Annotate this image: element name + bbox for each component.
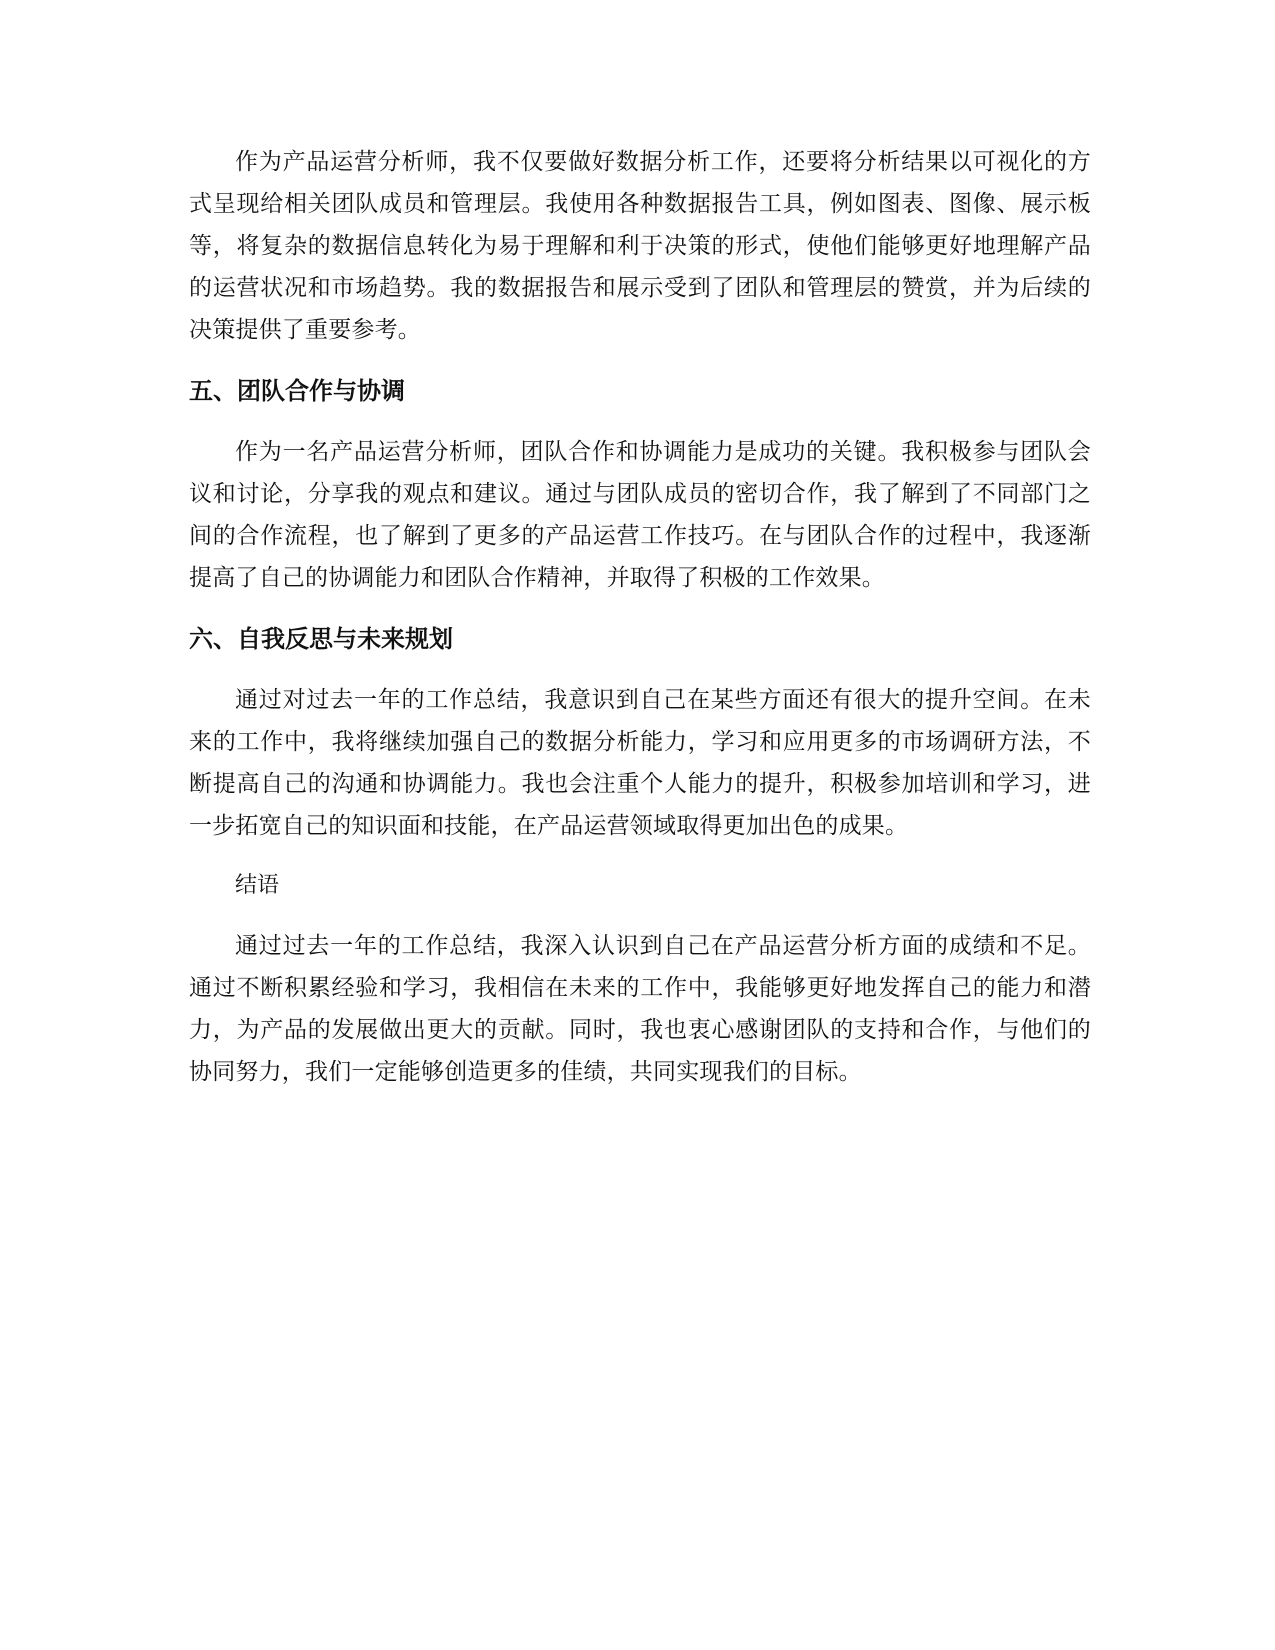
paragraph-team-collaboration: 作为一名产品运营分析师，团队合作和协调能力是成功的关键。我积极参与团队会议和讨论，分享我的观点和建议。通过与团队成员的密切合作，我了解到了不同部门之间的合作流程，也了解到了更多的产品运营工作技巧。在与团队合作的过程中，我逐渐提高了自己的协调能力和团队合作精神，并取得了积极的工作效果。 bbox=[189, 439, 1091, 591]
conclusion-title: 结语 bbox=[235, 873, 280, 898]
paragraph-conclusion: 通过过去一年的工作总结，我深入认识到自己在产品运营分析方面的成绩和不足。通过不断积累经验和学习，我相信在未来的工作中，我能够更好地发挥自己的能力和潜力，为产品的发展做出更大的贡献。同时，我也衷心感谢团队的支持和合作，与他们的协同努力，我们一定能够创造更多的佳绩，共同实现我们的目标。 bbox=[189, 933, 1091, 1085]
paragraph-self-reflection: 通过对过去一年的工作总结，我意识到自己在某些方面还有很大的提升空间。在未来的工作中，我将继续加强自己的数据分析能力，学习和应用更多的市场调研方法，不断提高自己的沟通和协调能力。我也会注重个人能力的提升，积极参加培训和学习，进一步拓宽自己的知识面和技能，在产品运营领域取得更加出色的成果。 bbox=[189, 687, 1091, 839]
document-content bbox=[189, 141, 1091, 1111]
section-heading-self-reflection: 六、自我反思与未来规划 bbox=[189, 625, 453, 653]
section-heading-team-collaboration: 五、团队合作与协调 bbox=[189, 377, 405, 405]
paragraph-data-visualization: 作为产品运营分析师，我不仅要做好数据分析工作，还要将分析结果以可视化的方式呈现给相关团队成员和管理层。我使用各种数据报告工具，例如图表、图像、展示板等，将复杂的数据信息转化为易于理解和利于决策的形式，使他们能够更好地理解产品的运营状况和市场趋势。我的数据报告和展示受到了团队和管理层的赞赏，并为后续的决策提供了重要参考。 bbox=[189, 149, 1091, 343]
